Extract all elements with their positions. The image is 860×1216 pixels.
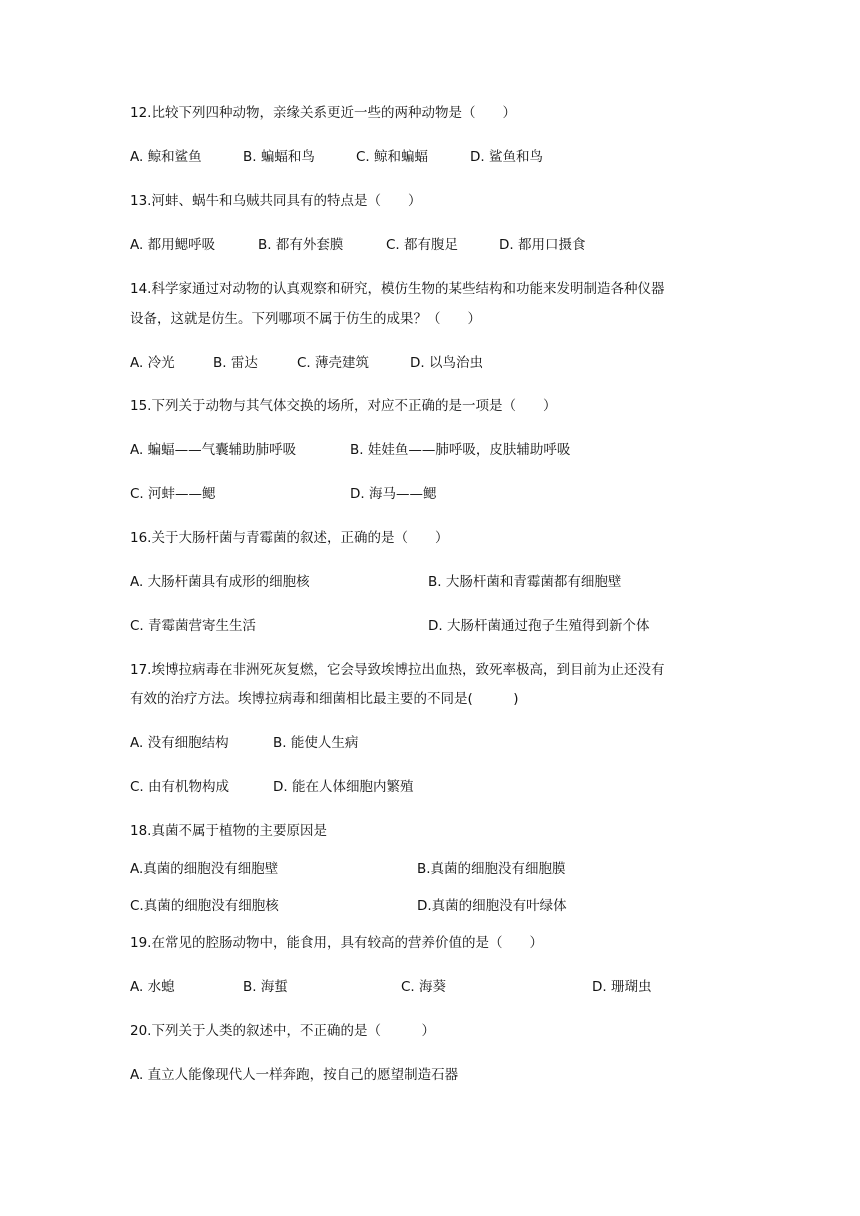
question-12-option-b: B. 蝙蝠和鸟: [243, 149, 315, 165]
question-20-stem: 20.下列关于人类的叙述中，不正确的是（ ）: [130, 1023, 435, 1039]
question-13-option-d: D. 都用口摄食: [499, 237, 586, 253]
question-19-option-c: C. 海葵: [401, 979, 447, 995]
question-18-option-c: C.真菌的细胞没有细胞核: [130, 898, 279, 914]
question-12-option-c: C. 鲸和蝙蝠: [356, 149, 429, 165]
question-16-option-a: A. 大肠杆菌具有成形的细胞核: [130, 574, 310, 590]
question-15-option-a: A. 蝙蝠——气囊辅助肺呼吸: [130, 442, 297, 458]
question-17-option-d: D. 能在人体细胞内繁殖: [273, 779, 414, 795]
question-14-option-c: C. 薄壳建筑: [297, 355, 370, 371]
question-13-stem: 13.河蚌、蜗牛和乌贼共同具有的特点是（ ）: [130, 193, 422, 209]
question-15-option-b: B. 娃娃鱼——肺呼吸，皮肤辅助呼吸: [350, 442, 571, 458]
question-12-option-a: A. 鲸和鲨鱼: [130, 149, 202, 165]
question-20-option-a: A. 直立人能像现代人一样奔跑，按自己的愿望制造石器: [130, 1067, 459, 1083]
question-13-option-a: A. 都用鳃呼吸: [130, 237, 216, 253]
question-16-option-b: B. 大肠杆菌和青霉菌都有细胞壁: [428, 574, 622, 590]
question-12-option-d: D. 鲨鱼和鸟: [470, 149, 543, 165]
question-17-option-b: B. 能使人生病: [273, 735, 359, 751]
question-13-option-c: C. 都有腹足: [386, 237, 459, 253]
question-16-option-d: D. 大肠杆菌通过孢子生殖得到新个体: [428, 618, 650, 634]
question-15-option-c: C. 河蚌——鳃: [130, 486, 216, 502]
question-13-option-b: B. 都有外套膜: [258, 237, 344, 253]
question-14-option-d: D. 以鸟治虫: [410, 355, 483, 371]
question-18-option-a: A.真菌的细胞没有细胞壁: [130, 861, 279, 877]
question-14-option-b: B. 雷达: [213, 355, 258, 371]
question-19-option-d: D. 珊瑚虫: [592, 979, 652, 995]
question-12-stem: 12.比较下列四种动物，亲缘关系更近一些的两种动物是（ ）: [130, 105, 516, 121]
question-16-option-c: C. 青霉菌营寄生生活: [130, 618, 257, 634]
question-19-option-b: B. 海蜇: [243, 979, 288, 995]
question-16-stem: 16.关于大肠杆菌与青霉菌的叙述，正确的是（ ）: [130, 530, 449, 546]
question-14-option-a: A. 冷光: [130, 355, 175, 371]
question-18-option-b: B.真菌的细胞没有细胞膜: [417, 861, 566, 877]
question-17-option-a: A. 没有细胞结构: [130, 735, 229, 751]
question-17-stem-line-1: 17.埃博拉病毒在非洲死灰复燃，它会导致埃博拉出血热，致死率极高，到目前为止还没有: [130, 662, 665, 678]
question-18-option-d: D.真菌的细胞没有叶绿体: [417, 898, 567, 914]
question-19-option-a: A. 水螅: [130, 979, 175, 995]
question-19-stem: 19.在常见的腔肠动物中，能食用，具有较高的营养价值的是（ ）: [130, 935, 543, 951]
question-15-option-d: D. 海马——鳃: [350, 486, 437, 502]
question-14-stem-line-1: 14.科学家通过对动物的认真观察和研究，模仿生物的某些结构和功能来发明制造各种仪器: [130, 281, 665, 297]
question-17-stem-line-2: 有效的治疗方法。埃博拉病毒和细菌相比最主要的不同是( ): [130, 691, 519, 707]
question-15-stem: 15.下列关于动物与其气体交换的场所，对应不正确的是一项是（ ）: [130, 398, 557, 414]
question-14-stem-line-2: 设备，这就是仿生。下列哪项不属于仿生的成果？（ ）: [130, 311, 481, 327]
question-18-stem: 18.真菌不属于植物的主要原因是: [130, 823, 327, 839]
question-17-option-c: C. 由有机物构成: [130, 779, 230, 795]
